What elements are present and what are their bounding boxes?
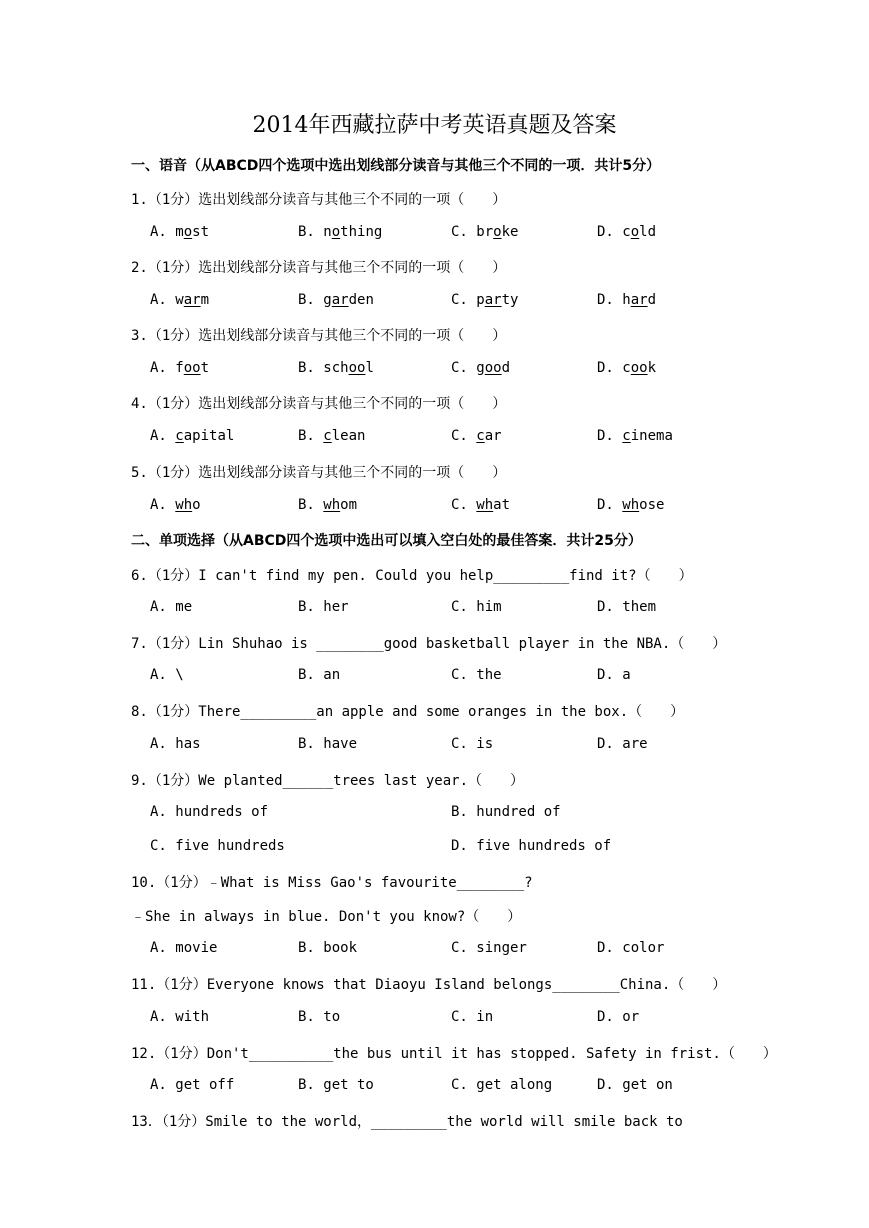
q3-option-d: D. cook [597, 360, 657, 376]
section-heading-phonetics: 一、语音（从ABCD四个选项中选出划线部分读音与其他三个不同的一项．共计5分） [131, 158, 661, 174]
q1-option-b: B. nothing [298, 224, 383, 240]
q6-option-a: A. me [150, 599, 193, 615]
q8-option-d: D. are [597, 736, 648, 752]
q5-option-c: C. what [451, 497, 511, 513]
q4-option-c: C. car [451, 428, 502, 444]
q9-option-d: D. five hundreds of [451, 838, 612, 854]
q8-option-a: A. has [150, 736, 201, 752]
q2-option-b: B. garden [298, 292, 374, 308]
q6-option-b: B. her [298, 599, 349, 615]
q10-option-b: B. book [298, 940, 358, 956]
q4-option-a: A. capital [150, 428, 235, 444]
q8-option-c: C. is [451, 736, 494, 752]
question-3: 3.（1分）选出划线部分读音与其他三个不同的一项（ ） [131, 328, 507, 344]
q7-option-c: C. the [451, 667, 502, 683]
question-2: 2.（1分）选出划线部分读音与其他三个不同的一项（ ） [131, 260, 507, 276]
question-10: 10.（1分）﹣What is Miss Gao's favourite________? [131, 875, 533, 891]
question-5: 5.（1分）选出划线部分读音与其他三个不同的一项（ ） [131, 465, 507, 481]
section-heading-single-choice: 二、单项选择（从ABCD四个选项中选出可以填入空白处的最佳答案．共计25分） [131, 533, 642, 549]
q11-option-a: A. with [150, 1009, 210, 1025]
question-7: 7.（1分）Lin Shuhao is ________good basketball player in the NBA.（ ） [131, 636, 727, 652]
q1-option-c: C. broke [451, 224, 519, 240]
q9-option-a: A. hundreds of [150, 804, 269, 820]
q1-option-d: D. cold [597, 224, 657, 240]
q11-option-b: B. to [298, 1009, 341, 1025]
q11-option-d: D. or [597, 1009, 640, 1025]
q7-option-b: B. an [298, 667, 341, 683]
page-title: 2014年西藏拉萨中考英语真题及答案 [252, 113, 617, 138]
question-9: 9.（1分）We planted______trees last year.（ ） [131, 773, 525, 789]
q2-option-c: C. party [451, 292, 519, 308]
q12-option-a: A. get off [150, 1077, 235, 1093]
q10-option-a: A. movie [150, 940, 218, 956]
q8-option-b: B. have [298, 736, 358, 752]
q5-option-a: A. who [150, 497, 201, 513]
question-8: 8.（1分）There_________an apple and some oranges in the box.（ ） [131, 704, 685, 720]
q11-option-c: C. in [451, 1009, 494, 1025]
q3-option-c: C. good [451, 360, 511, 376]
question-11: 11.（1分）Everyone knows that Diaoyu Island belongs________China.（ ） [131, 977, 727, 993]
q12-option-b: B. get to [298, 1077, 374, 1093]
q6-option-d: D. them [597, 599, 657, 615]
q1-option-a: A. most [150, 224, 210, 240]
q7-option-a: A. \ [150, 667, 184, 683]
q12-option-d: D. get on [597, 1077, 673, 1093]
q2-option-d: D. hard [597, 292, 657, 308]
q5-option-b: B. whom [298, 497, 358, 513]
q9-option-c: C. five hundreds [150, 838, 285, 854]
question-1: 1.（1分）选出划线部分读音与其他三个不同的一项（ ） [131, 192, 507, 208]
q3-option-b: B. school [298, 360, 374, 376]
q6-option-c: C. him [451, 599, 502, 615]
q10-option-d: D. color [597, 940, 665, 956]
question-10-continued: ﹣She in always in blue. Don't you know?（ ） [131, 909, 522, 925]
q4-option-b: B. clean [298, 428, 366, 444]
q2-option-a: A. warm [150, 292, 210, 308]
q9-option-b: B. hundred of [451, 804, 561, 820]
question-12: 12.（1分）Don't__________the bus until it has stopped. Safety in frist.（ ） [131, 1046, 777, 1062]
question-4: 4.（1分）选出划线部分读音与其他三个不同的一项（ ） [131, 396, 507, 412]
q3-option-a: A. foot [150, 360, 210, 376]
q5-option-d: D. whose [597, 497, 665, 513]
q10-option-c: C. singer [451, 940, 527, 956]
q7-option-d: D. a [597, 667, 631, 683]
q4-option-d: D. cinema [597, 428, 673, 444]
question-13: 13．（1分）Smile to the world，_________the world will smile back to [131, 1114, 683, 1130]
q12-option-c: C. get along [451, 1077, 553, 1093]
question-6: 6.（1分）I can't find my pen. Could you help_________find it?（ ） [131, 568, 693, 584]
